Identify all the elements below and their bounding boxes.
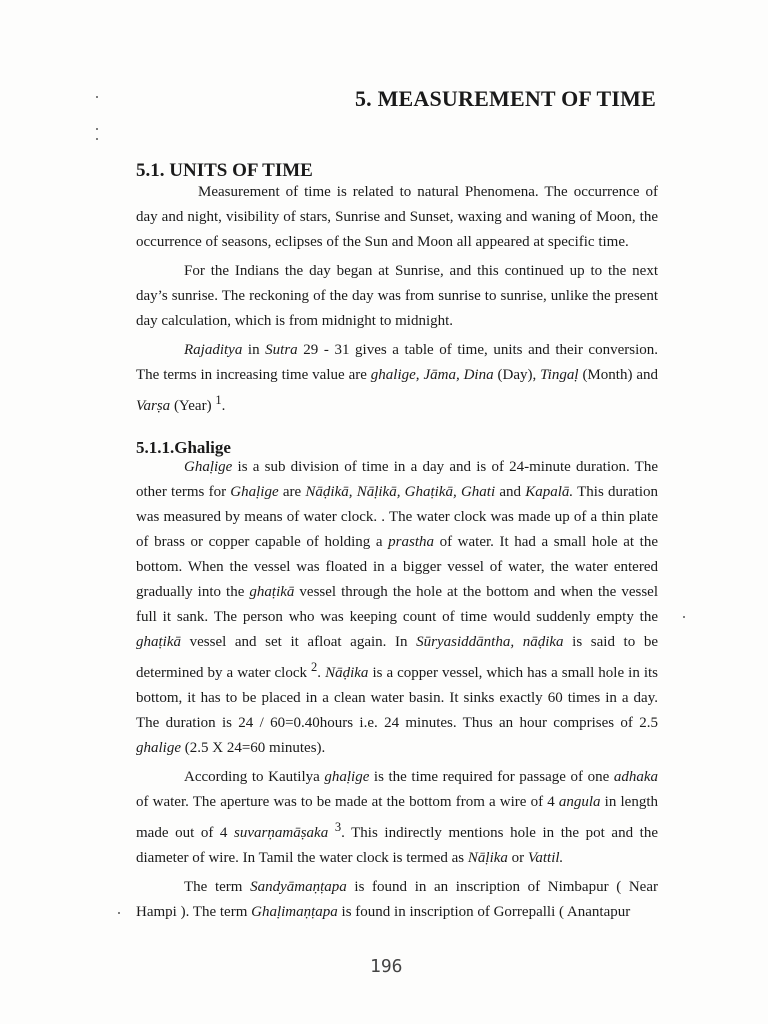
text-run: in	[242, 342, 266, 358]
text-run: 29 - 31 gives a table of time, units and their conversion. The terms in increasing time value are	[136, 342, 658, 383]
text-run: or	[507, 850, 528, 866]
footnote-ref: 2	[311, 660, 318, 674]
text-run: are	[278, 484, 306, 500]
text-run: of water. The aperture was to be made at the bottom from a wire of 4	[136, 794, 559, 810]
text-run: Kapalā.	[525, 484, 574, 500]
text-run: Ghaḷige	[230, 484, 279, 500]
text-run: ghaṭikā	[249, 584, 295, 600]
text-run: of water. It had a small hole at the bottom. When the vessel was floated in a bigger vessel of water, the water entered gradually into the	[136, 534, 658, 600]
text-run: and	[495, 484, 526, 500]
text-run: suvarṇamāṣaka	[234, 825, 329, 841]
text-run: ghaṭikā	[136, 634, 181, 650]
text-run: The term	[184, 879, 251, 895]
scan-speck	[683, 616, 685, 618]
text-run: prastha	[388, 534, 434, 550]
scan-speck	[118, 912, 120, 914]
paragraph: Measurement of time is related to natural Phenomena. The occurrence of day and night, visibility of stars, Sunrise and Sunset, waxing and waning of Moon, the occurrence of seasons, eclipses of the Sun and Moon all appeared at specific time.	[136, 184, 658, 250]
text-run: Vattil.	[527, 850, 564, 866]
text-run: Varṣa	[136, 398, 171, 414]
text-run: Sūryasiddāntha, nāḍika	[416, 634, 564, 650]
text-run: is the time required for passage of one	[369, 769, 614, 785]
footnote-ref: 1	[215, 393, 222, 407]
subsection-heading: 5.1.1.Ghalige	[136, 438, 231, 457]
scan-speck	[96, 128, 98, 130]
text-run: (Month) and	[578, 367, 659, 383]
text-run: .	[317, 665, 326, 681]
section-body	[136, 180, 658, 419]
text-run: Nāḷika	[467, 850, 508, 866]
text-run: is found in an inscription of Nimbapur ( Near Hampi ). The term	[136, 879, 658, 920]
scan-speck	[96, 96, 98, 98]
text-run: (2.5 X 24=60 minutes).	[181, 740, 326, 756]
text-run: Rajaditya	[184, 342, 243, 358]
scan-speck	[96, 138, 98, 140]
text-run: Nāḍikā, Nāḷikā, Ghaṭikā, Ghati	[305, 484, 496, 500]
paragraph	[136, 875, 658, 925]
subsection-body	[136, 455, 658, 925]
text-run: is said to be determined by a water clock	[136, 634, 659, 681]
text-run: is found in inscription of Gorrepalli ( Anantapur	[337, 904, 631, 920]
text-run: Sandyāmaṇṭapa	[250, 879, 347, 895]
paragraph	[136, 338, 658, 419]
text-run	[328, 825, 335, 841]
text-run: Sutra	[265, 342, 298, 358]
text-run: According to Kautilya	[184, 769, 325, 785]
text-run: . This indirectly mentions hole in the pot and the diameter of wire. In Tamil the water clock is termed as	[136, 825, 659, 866]
text-run: .	[221, 398, 226, 414]
text-run: Nāḍika	[325, 665, 369, 681]
text-run: vessel through the hole at the bottom and when the vessel full it sank. The person who was keeping count of time would suddenly empty the	[136, 584, 658, 625]
text-run: Ghaḷige	[184, 459, 233, 475]
footnote-ref: 3	[334, 820, 342, 834]
text-run: (Year)	[170, 398, 216, 414]
text-run: Tingaḷ	[540, 367, 579, 383]
paragraph	[136, 765, 658, 871]
text-run: This duration was measured by means of water clock. . The water clock was made up of a thin plate of brass or copper capable of holding a	[136, 484, 658, 550]
text-run: ghaḷige	[324, 769, 370, 785]
text-run: Ghaḷimaṇṭapa	[251, 904, 338, 920]
chapter-title: 5. MEASUREMENT OF TIME	[354, 86, 656, 111]
paragraph	[136, 455, 658, 761]
page-number: 196	[370, 956, 403, 977]
text-run: (Day),	[493, 367, 541, 383]
text-run: is a copper vessel, which has a small hole in its bottom, it has to be placed in a clean water basin. It sinks exactly 60 times in a day. The duration is 24 / 60=0.40hours i.e. 24 minutes. Thus an hour comprises of 2.5	[136, 665, 659, 731]
text-run: in length made out of 4	[136, 794, 658, 841]
text-run: vessel and set it afloat again. In	[181, 634, 417, 650]
text-run: angula	[558, 794, 601, 810]
paragraph: For the Indians the day began at Sunrise, and this continued up to the next day’s sunrise. The reckoning of the day was from sunrise to sunrise, unlike the present day calculation, which is from midnight to midnight.	[136, 263, 658, 329]
text-run: is a sub division of time in a day and is of 24-minute duration. The other terms for	[136, 459, 658, 500]
text-run: ghalige	[136, 740, 181, 756]
text-run: ghalige, Jāma, Dina	[370, 367, 494, 383]
section-heading: 5.1. UNITS OF TIME	[136, 160, 313, 181]
text-run: adhaka	[613, 769, 658, 785]
